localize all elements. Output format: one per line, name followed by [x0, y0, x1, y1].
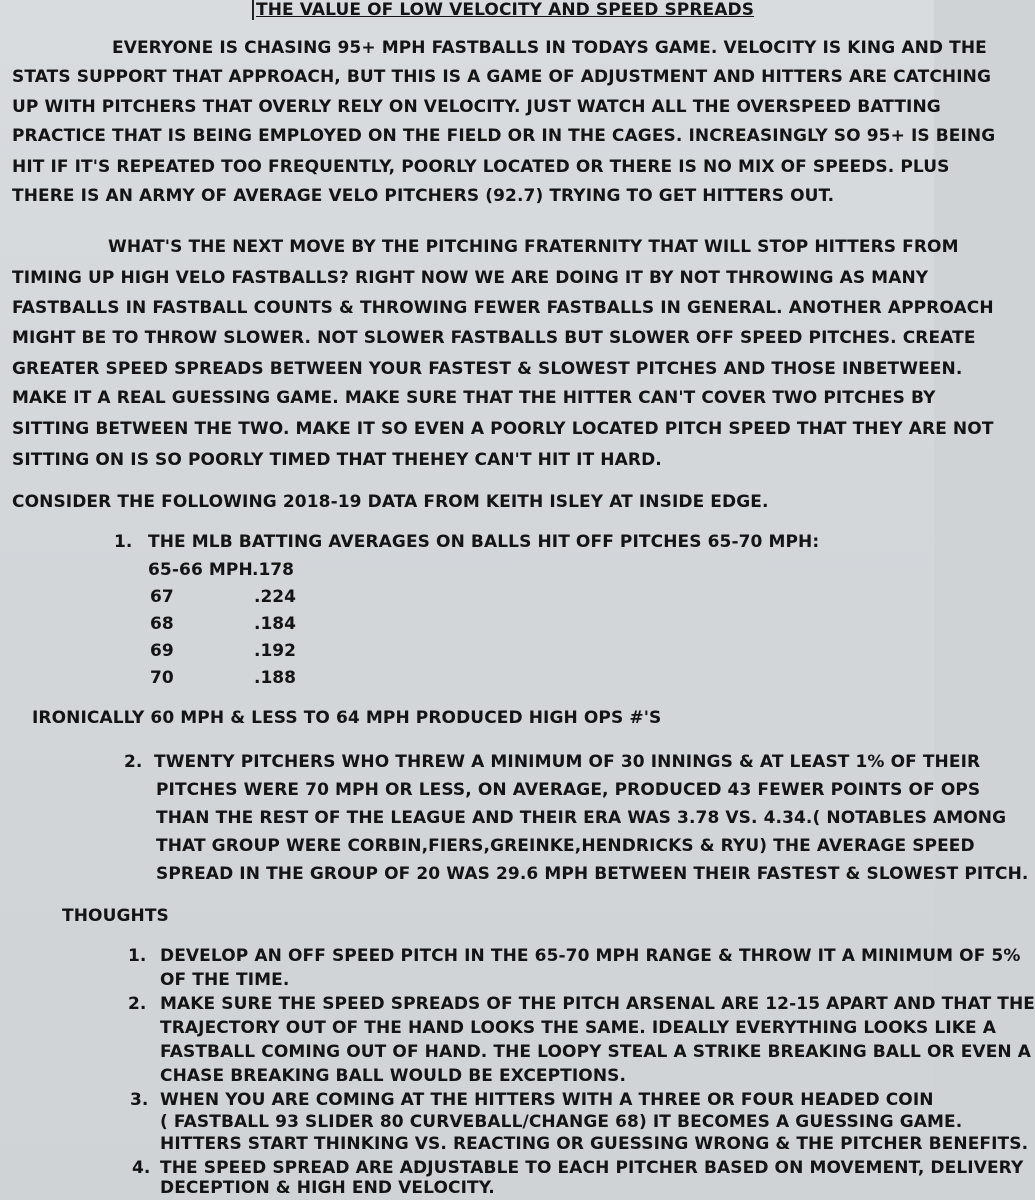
speed-label: 70 — [150, 668, 174, 688]
speed-label: 68 — [150, 614, 174, 634]
consider-line: CONSIDER THE FOLLOWING 2018-19 DATA FROM KEITH ISLEY AT INSIDE EDGE. — [12, 492, 769, 512]
thought-line: DEVELOP AN OFF SPEED PITCH IN THE 65-70 MPH RANGE & THROW IT A MINIMUM OF 5% — [160, 946, 1021, 966]
thoughts-heading: THOUGHTS — [62, 906, 169, 926]
para1-line: THERE IS AN ARMY OF AVERAGE VELO PITCHERS (92.7) TRYING TO GET HITTERS OUT. — [12, 186, 835, 206]
thought-line: ( FASTBALL 93 SLIDER 80 CURVEBALL/CHANGE 68) IT BECOMES A GUESSING GAME. — [160, 1112, 963, 1132]
item2-line: THAN THE REST OF THE LEAGUE AND THEIR ERA WAS 3.78 VS. 4.34.( NOTABLES AMONG — [156, 808, 1007, 828]
list-number: 1. — [114, 532, 133, 552]
batting-average: .188 — [254, 668, 296, 688]
para1-line: PRACTICE THAT IS BEING EMPLOYED ON THE FIELD OR IN THE CAGES. INCREASINGLY SO 95+ IS BEING — [12, 126, 996, 146]
thought-line: FASTBALL COMING OUT OF HAND. THE LOOPY STEAL A STRIKE BREAKING BALL OR EVEN A — [160, 1042, 1032, 1062]
thought-line: OF THE TIME. — [160, 970, 290, 990]
speed-label: 67 — [150, 587, 174, 607]
para2-line: SITTING BETWEEN THE TWO. MAKE IT SO EVEN A POORLY LOCATED PITCH SPEED THAT THEY ARE NOT — [12, 419, 994, 439]
thought-line: DECEPTION & HIGH END VELOCITY. — [160, 1178, 495, 1198]
list-number: 3. — [130, 1090, 149, 1110]
thought-line: CHASE BREAKING BALL WOULD BE EXCEPTIONS. — [160, 1066, 627, 1086]
para1-line: UP WITH PITCHERS THAT OVERLY RELY ON VELOCITY. JUST WATCH ALL THE OVERSPEED BATTING — [12, 97, 941, 117]
list-number: 4. — [132, 1158, 151, 1178]
batting-average: .192 — [254, 641, 296, 661]
para1-line: EVERYONE IS CHASING 95+ MPH FASTBALLS IN TODAYS GAME. VELOCITY IS KING AND THE — [112, 38, 987, 58]
document-title: THE VALUE OF LOW VELOCITY AND SPEED SPREADS — [256, 0, 755, 20]
thought-line: THE SPEED SPREAD ARE ADJUSTABLE TO EACH PITCHER BASED ON MOVEMENT, DELIVERY — [160, 1158, 1024, 1178]
batting-average: .184 — [254, 614, 296, 634]
item1-heading: THE MLB BATTING AVERAGES ON BALLS HIT OFF PITCHES 65-70 MPH: — [148, 532, 820, 552]
para1-line: HIT IF IT'S REPEATED TOO FREQUENTLY, POORLY LOCATED OR THERE IS NO MIX OF SPEEDS. PLUS — [12, 157, 950, 177]
speed-label: 69 — [150, 641, 174, 661]
thought-line: TRAJECTORY OUT OF THE HAND LOOKS THE SAME. IDEALLY EVERYTHING LOOKS LIKE A — [160, 1018, 997, 1038]
batting-average: .178 — [252, 560, 294, 580]
para2-line: FASTBALLS IN FASTBALL COUNTS & THROWING FEWER FASTBALLS IN GENERAL. ANOTHER APPROACH — [12, 298, 994, 318]
item2-line: TWENTY PITCHERS WHO THREW A MINIMUM OF 30 INNINGS & AT LEAST 1% OF THEIR — [154, 752, 981, 772]
list-number: 1. — [128, 946, 147, 966]
item2-line: PITCHES WERE 70 MPH OR LESS, ON AVERAGE, PRODUCED 43 FEWER POINTS OF OPS — [156, 780, 981, 800]
thought-line: WHEN YOU ARE COMING AT THE HITTERS WITH A THREE OR FOUR HEADED COIN — [160, 1090, 934, 1110]
batting-average: .224 — [254, 587, 296, 607]
speed-label: 65-66 MPH — [148, 560, 253, 580]
para1-line: STATS SUPPORT THAT APPROACH, BUT THIS IS A GAME OF ADJUSTMENT AND HITTERS ARE CATCHING — [12, 67, 992, 87]
item2-line: THAT GROUP WERE CORBIN,FIERS,GREINKE,HENDRICKS & RYU) THE AVERAGE SPEED — [156, 836, 975, 856]
para2-line: TIMING UP HIGH VELO FASTBALLS? RIGHT NOW WE ARE DOING IT BY NOT THROWING AS MANY — [12, 268, 929, 288]
title-left-rule — [252, 0, 254, 20]
thought-line: HITTERS START THINKING VS. REACTING OR GUESSING WRONG & THE PITCHER BENEFITS. — [160, 1134, 1029, 1154]
ironically-line: IRONICALLY 60 MPH & LESS TO 64 MPH PRODUCED HIGH OPS #'S — [32, 708, 662, 728]
list-number: 2. — [128, 994, 147, 1014]
para2-line: WHAT'S THE NEXT MOVE BY THE PITCHING FRATERNITY THAT WILL STOP HITTERS FROM — [108, 237, 959, 257]
list-number: 2. — [124, 752, 143, 772]
para2-line: SITTING ON IS SO POORLY TIMED THAT THEHEY CAN'T HIT IT HARD. — [12, 450, 662, 470]
thought-line: MAKE SURE THE SPEED SPREADS OF THE PITCH ARSENAL ARE 12-15 APART AND THAT THE — [160, 994, 1035, 1014]
para2-line: MAKE IT A REAL GUESSING GAME. MAKE SURE THAT THE HITTER CAN'T COVER TWO PITCHES BY — [12, 388, 936, 408]
para2-line: MIGHT BE TO THROW SLOWER. NOT SLOWER FASTBALLS BUT SLOWER OFF SPEED PITCHES. CREATE — [12, 328, 976, 348]
para2-line: GREATER SPEED SPREADS BETWEEN YOUR FASTEST & SLOWEST PITCHES AND THOSE INBETWEEN. — [12, 359, 963, 379]
item2-line: SPREAD IN THE GROUP OF 20 WAS 29.6 MPH BETWEEN THEIR FASTEST & SLOWEST PITCH. — [156, 864, 1029, 884]
